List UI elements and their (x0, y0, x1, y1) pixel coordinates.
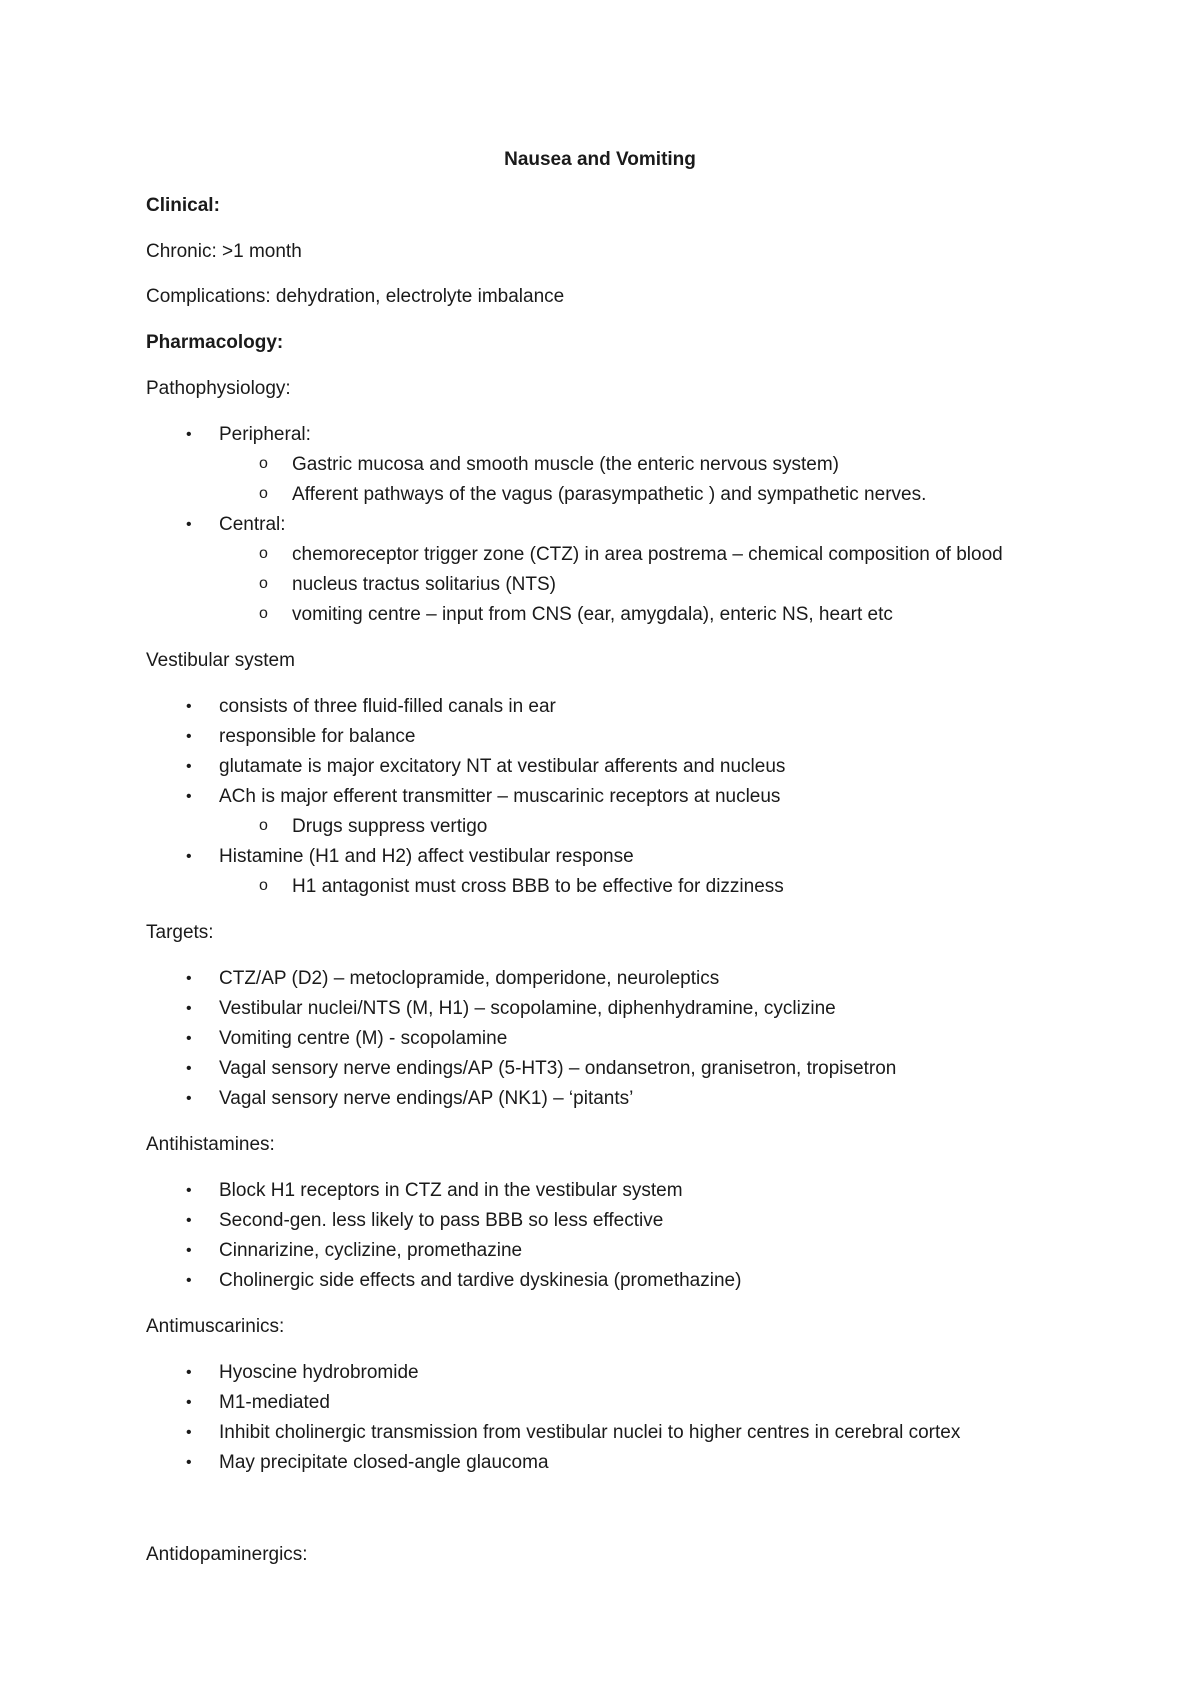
pharmacology-heading: Pharmacology: (146, 332, 284, 353)
bullet-icon: • (186, 1182, 192, 1199)
sub-bullet-icon: o (259, 485, 268, 502)
list-item-text: Block H1 receptors in CTZ and in the vestibular system (219, 1180, 683, 1201)
bullet-icon: • (186, 1364, 192, 1381)
bullet-icon: • (186, 970, 192, 987)
bullet-icon: • (186, 1394, 192, 1411)
list-item-text: responsible for balance (219, 726, 416, 747)
list-item-text: Histamine (H1 and H2) affect vestibular response (219, 846, 634, 867)
bullet-icon: • (186, 426, 192, 443)
bullet-icon: • (186, 516, 192, 533)
bullet-icon: • (186, 1000, 192, 1017)
chronic-line: Chronic: >1 month (146, 241, 302, 262)
antimuscarinics-heading: Antimuscarinics: (146, 1316, 285, 1337)
bullet-icon: • (186, 758, 192, 775)
antidopaminergics-heading: Antidopaminergics: (146, 1544, 308, 1565)
list-item-text: Vagal sensory nerve endings/AP (5-HT3) – ondansetron, granisetron, tropisetron (219, 1058, 897, 1079)
bullet-icon: • (186, 1424, 192, 1441)
bullet-icon: • (186, 1060, 192, 1077)
list-item-text: Inhibit cholinergic transmission from vestibular nuclei to higher centres in cerebral cortex (219, 1422, 961, 1443)
list-item-text: Cholinergic side effects and tardive dyskinesia (promethazine) (219, 1270, 742, 1291)
bullet-icon: • (186, 848, 192, 865)
sub-list-item-text: H1 antagonist must cross BBB to be effective for dizziness (292, 876, 784, 897)
list-item-text: Cinnarizine, cyclizine, promethazine (219, 1240, 523, 1261)
sub-bullet-icon: o (259, 877, 268, 894)
list-item-text: M1-mediated (219, 1392, 330, 1413)
list-item-text: Vestibular nuclei/NTS (M, H1) – scopolamine, diphenhydramine, cyclizine (219, 998, 836, 1019)
bullet-icon: • (186, 1030, 192, 1047)
list-item-text: Peripheral: (219, 424, 311, 445)
bullet-icon: • (186, 698, 192, 715)
list-item-text: Second-gen. less likely to pass BBB so less effective (219, 1210, 664, 1231)
sub-list-item-text: vomiting centre – input from CNS (ear, amygdala), enteric NS, heart etc (292, 604, 893, 625)
bullet-icon: • (186, 1212, 192, 1229)
bullet-icon: • (186, 1454, 192, 1471)
list-item-text: Vomiting centre (M) - scopolamine (219, 1028, 508, 1049)
sub-bullet-icon: o (259, 817, 268, 834)
bullet-icon: • (186, 1242, 192, 1259)
complications-line: Complications: dehydration, electrolyte imbalance (146, 286, 565, 307)
list-item-text: May precipitate closed-angle glaucoma (219, 1452, 549, 1473)
sub-list-item-text: Gastric mucosa and smooth muscle (the enteric nervous system) (292, 454, 839, 475)
sub-bullet-icon: o (259, 605, 268, 622)
list-item-text: Vagal sensory nerve endings/AP (NK1) – ‘pitants’ (219, 1088, 634, 1109)
bullet-icon: • (186, 1272, 192, 1289)
sub-list-item-text: chemoreceptor trigger zone (CTZ) in area postrema – chemical composition of blood (292, 544, 1003, 565)
list-item-text: CTZ/AP (D2) – metoclopramide, domperidone, neuroleptics (219, 968, 720, 989)
antihistamines-heading: Antihistamines: (146, 1134, 275, 1155)
sub-list-item-text: nucleus tractus solitarius (NTS) (292, 574, 556, 595)
targets-heading: Targets: (146, 922, 214, 943)
clinical-heading: Clinical: (146, 195, 220, 216)
list-item-text: consists of three fluid-filled canals in ear (219, 696, 556, 717)
vestibular-heading: Vestibular system (146, 650, 295, 671)
list-item-text: glutamate is major excitatory NT at vestibular afferents and nucleus (219, 756, 786, 777)
list-item-text: ACh is major efferent transmitter – muscarinic receptors at nucleus (219, 786, 781, 807)
list-item-text: Hyoscine hydrobromide (219, 1362, 419, 1383)
sub-list-item-text: Drugs suppress vertigo (292, 816, 488, 837)
bullet-icon: • (186, 728, 192, 745)
bullet-icon: • (186, 788, 192, 805)
sub-list-item-text: Afferent pathways of the vagus (parasympathetic ) and sympathetic nerves. (292, 484, 927, 505)
list-item-text: Central: (219, 514, 286, 535)
document-title: Nausea and Vomiting (504, 149, 696, 170)
bullet-icon: • (186, 1090, 192, 1107)
sub-bullet-icon: o (259, 545, 268, 562)
sub-bullet-icon: o (259, 455, 268, 472)
pathophysiology-heading: Pathophysiology: (146, 378, 291, 399)
sub-bullet-icon: o (259, 575, 268, 592)
